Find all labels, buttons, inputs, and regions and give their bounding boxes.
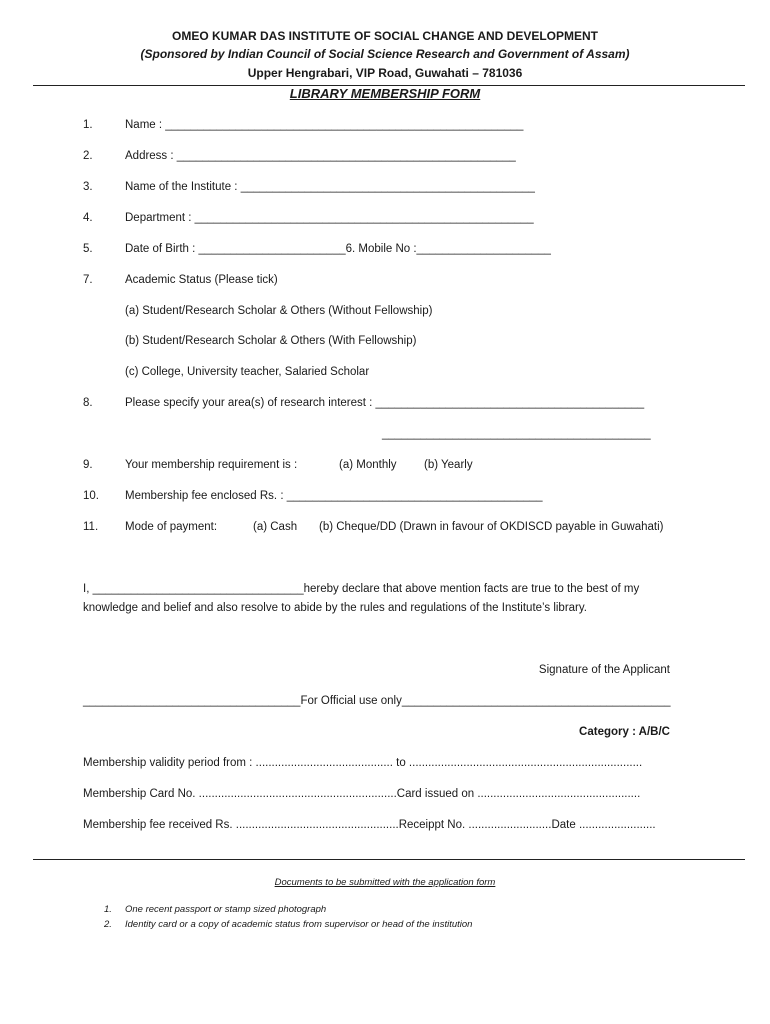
field-number: 11. [83,521,99,533]
cheque-option[interactable]: (b) Cheque/DD (Drawn in favour of OKDISCD payable in Guwahati) [319,521,664,533]
department-field[interactable]: Department : _____________________________________________________ [125,212,534,224]
status-option-b[interactable]: (b) Student/Research Scholar & Others (With Fellowship) [125,335,417,347]
field-number: 9. [83,459,93,471]
field-number: 3. [83,181,93,193]
monthly-option[interactable]: (a) Monthly [339,459,397,471]
dob-mobile-field[interactable]: Date of Birth : _______________________6. Mobile No :_____________________ [125,243,551,255]
membership-req-label: Your membership requirement is : [125,459,298,471]
field-number: 10. [83,490,99,502]
documents-heading: Documents to be submitted with the application form [274,877,496,888]
academic-status-label: Academic Status (Please tick) [125,274,278,286]
document-item: Identity card or a copy of academic status from supervisor or head of the institution [125,919,473,930]
yearly-option[interactable]: (b) Yearly [424,459,473,471]
sponsor-line: (Sponsored by Indian Council of Social Science Research and Government of Assam) [140,47,630,61]
institute-field[interactable]: Name of the Institute : ______________________________________________ [125,181,535,193]
validity-period-field[interactable]: Membership validity period from : ........................................... to ......................................................................... [83,757,643,769]
membership-card-field[interactable]: Membership Card No. ..............................................................Card issued on ................................................... [83,788,641,800]
payment-mode-label: Mode of payment: [125,521,218,533]
research-interest-field[interactable]: Please specify your area(s) of research interest : __________________________________________ [125,397,645,409]
field-number: 1. [83,119,93,131]
document-item: One recent passport or stamp sized photograph [125,904,327,915]
fee-received-field[interactable]: Membership fee received Rs. ...................................................Receippt No. ..........................Date ........................ [83,819,656,831]
name-field[interactable]: Name : ________________________________________________________ [125,119,524,131]
cash-option[interactable]: (a) Cash [253,521,298,533]
footer-divider [33,859,745,860]
institute-name: OMEO KUMAR DAS INSTITUTE OF SOCIAL CHANGE AND DEVELOPMENT [171,29,598,43]
declaration-line2: knowledge and belief and also resolve to abide by the rules and regulations of the Institute’s library. [83,602,587,614]
status-option-a[interactable]: (a) Student/Research Scholar & Others (Without Fellowship) [125,305,433,317]
fee-enclosed-field[interactable]: Membership fee enclosed Rs. : ________________________________________ [125,490,543,502]
field-number: 4. [83,212,93,224]
official-use-divider: __________________________________For Official use only__________________________________________ [83,695,671,707]
field-number: 8. [83,397,93,409]
declaration-line1[interactable]: I, _________________________________hereby declare that above mention facts are true to the best of my [83,583,640,595]
status-option-c[interactable]: (c) College, University teacher, Salaried Scholar [125,366,370,378]
address-field[interactable]: Address : _____________________________________________________ [125,150,516,162]
document-item-number: 2. [104,919,112,930]
signature-label: Signature of the Applicant [538,664,670,676]
research-interest-line2[interactable]: __________________________________________ [382,428,651,440]
institute-address: Upper Hengrabari, VIP Road, Guwahati – 781036 [247,66,523,80]
form-title: LIBRARY MEMBERSHIP FORM [289,86,481,101]
field-number: 5. [83,243,93,255]
field-number: 7. [83,274,93,286]
document-item-number: 1. [104,904,112,915]
category-label: Category : A/B/C [579,726,670,738]
field-number: 2. [83,150,93,162]
